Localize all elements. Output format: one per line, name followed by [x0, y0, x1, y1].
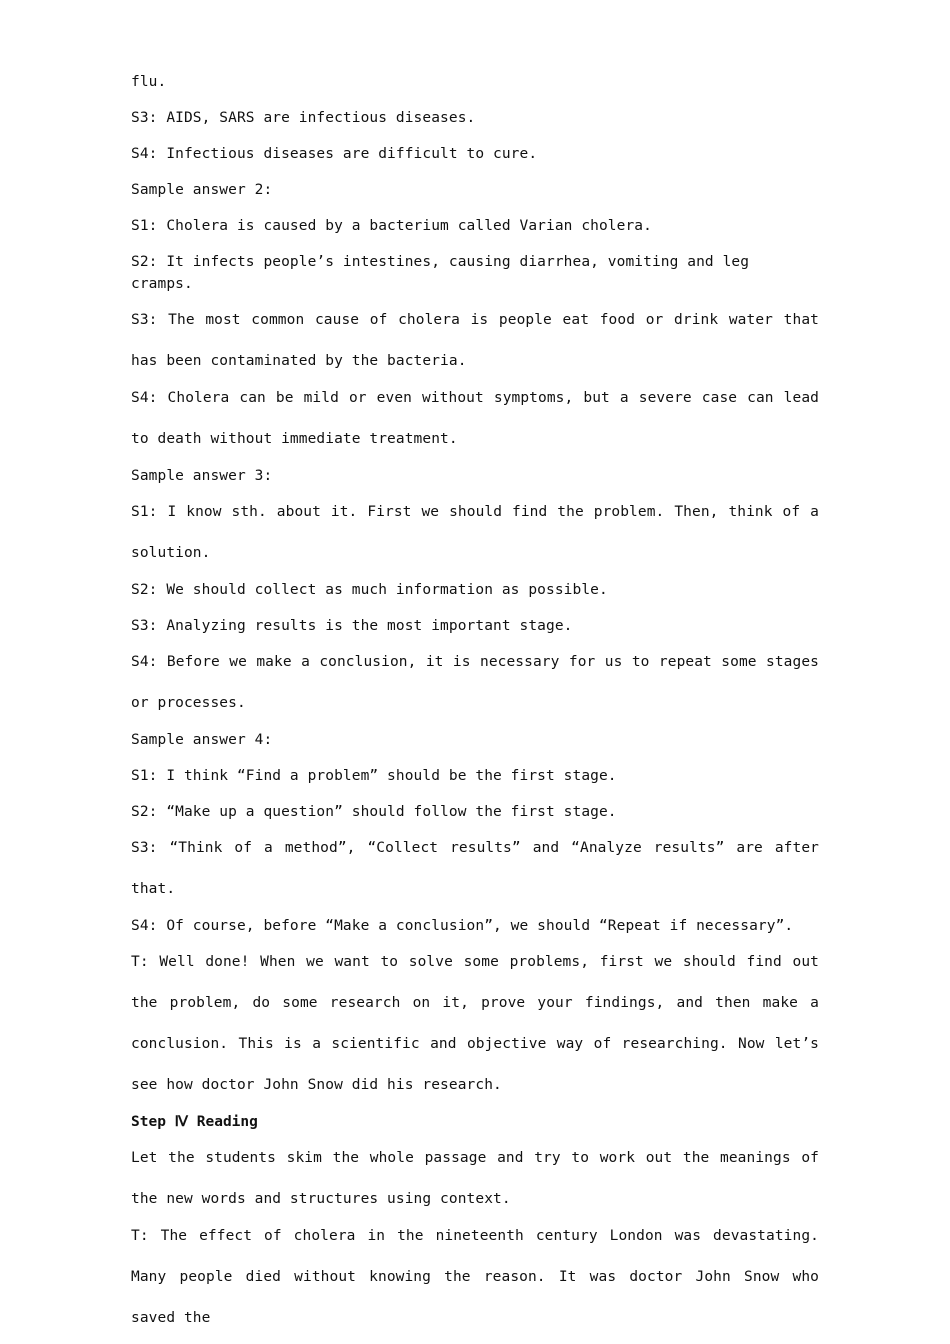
document-page [131, 71, 819, 1344]
paragraph-s2-collect: S2: We should collect as much information as possible. [131, 582, 608, 598]
paragraph-s3-cause: S3: The most common cause of cholera is people eat food or drink water that has been contaminated by the bacteria. [131, 312, 819, 369]
paragraph-s4-cure: S4: Infectious diseases are difficult to cure. [131, 146, 538, 162]
paragraph-s3-method: S3: “Think of a method”, “Collect results” and “Analyze results” are after that. [131, 840, 819, 897]
paragraph-s2-make-question: S2: “Make up a question” should follow the first stage. [131, 804, 617, 820]
paragraph-s3-infectious: S3: AIDS, SARS are infectious diseases. [131, 110, 476, 126]
sample-answer-3-label: Sample answer 3: [131, 468, 273, 484]
paragraph-s1-know: S1: I know sth. about it. First we should find the problem. Then, think of a solution. [131, 504, 819, 561]
step-iv-heading: Step Ⅳ Reading [131, 1114, 258, 1130]
paragraph-teacher-cholera-effect: T: The effect of cholera in the nineteenth century London was devastating. Many people died without knowing the reason. It was doctor John Snow who saved the [131, 1228, 819, 1326]
paragraph-s3-analyzing: S3: Analyzing results is the most important stage. [131, 618, 573, 634]
sample-answer-2-label: Sample answer 2: [131, 182, 273, 198]
paragraph-skim-instructions: Let the students skim the whole passage and try to work out the meanings of the new words and structures using context. [131, 1150, 819, 1207]
paragraph-s1-cholera: S1: Cholera is caused by a bacterium called Varian cholera. [131, 218, 652, 234]
paragraph-s4-repeat: S4: Before we make a conclusion, it is necessary for us to repeat some stages or processes. [131, 654, 819, 711]
paragraph-flu: flu. [131, 74, 167, 90]
paragraph-s2-infects: S2: It infects people’s intestines, causing diarrhea, vomiting and leg cramps. [131, 254, 750, 292]
sample-answer-4-label: Sample answer 4: [131, 732, 273, 748]
paragraph-s4-symptoms: S4: Cholera can be mild or even without symptoms, but a severe case can lead to death without immediate treatment. [131, 390, 819, 447]
paragraph-teacher-well-done: T: Well done! When we want to solve some problems, first we should find out the problem, do some research on it, prove your findings, and then make a conclusion. This is a scientific and objective way of researching. Now let’s see how doctor John Snow did his research. [131, 954, 819, 1093]
paragraph-s1-find-problem: S1: I think “Find a problem” should be the first stage. [131, 768, 617, 784]
paragraph-s4-conclusion: S4: Of course, before “Make a conclusion”, we should “Repeat if necessary”. [131, 918, 794, 934]
